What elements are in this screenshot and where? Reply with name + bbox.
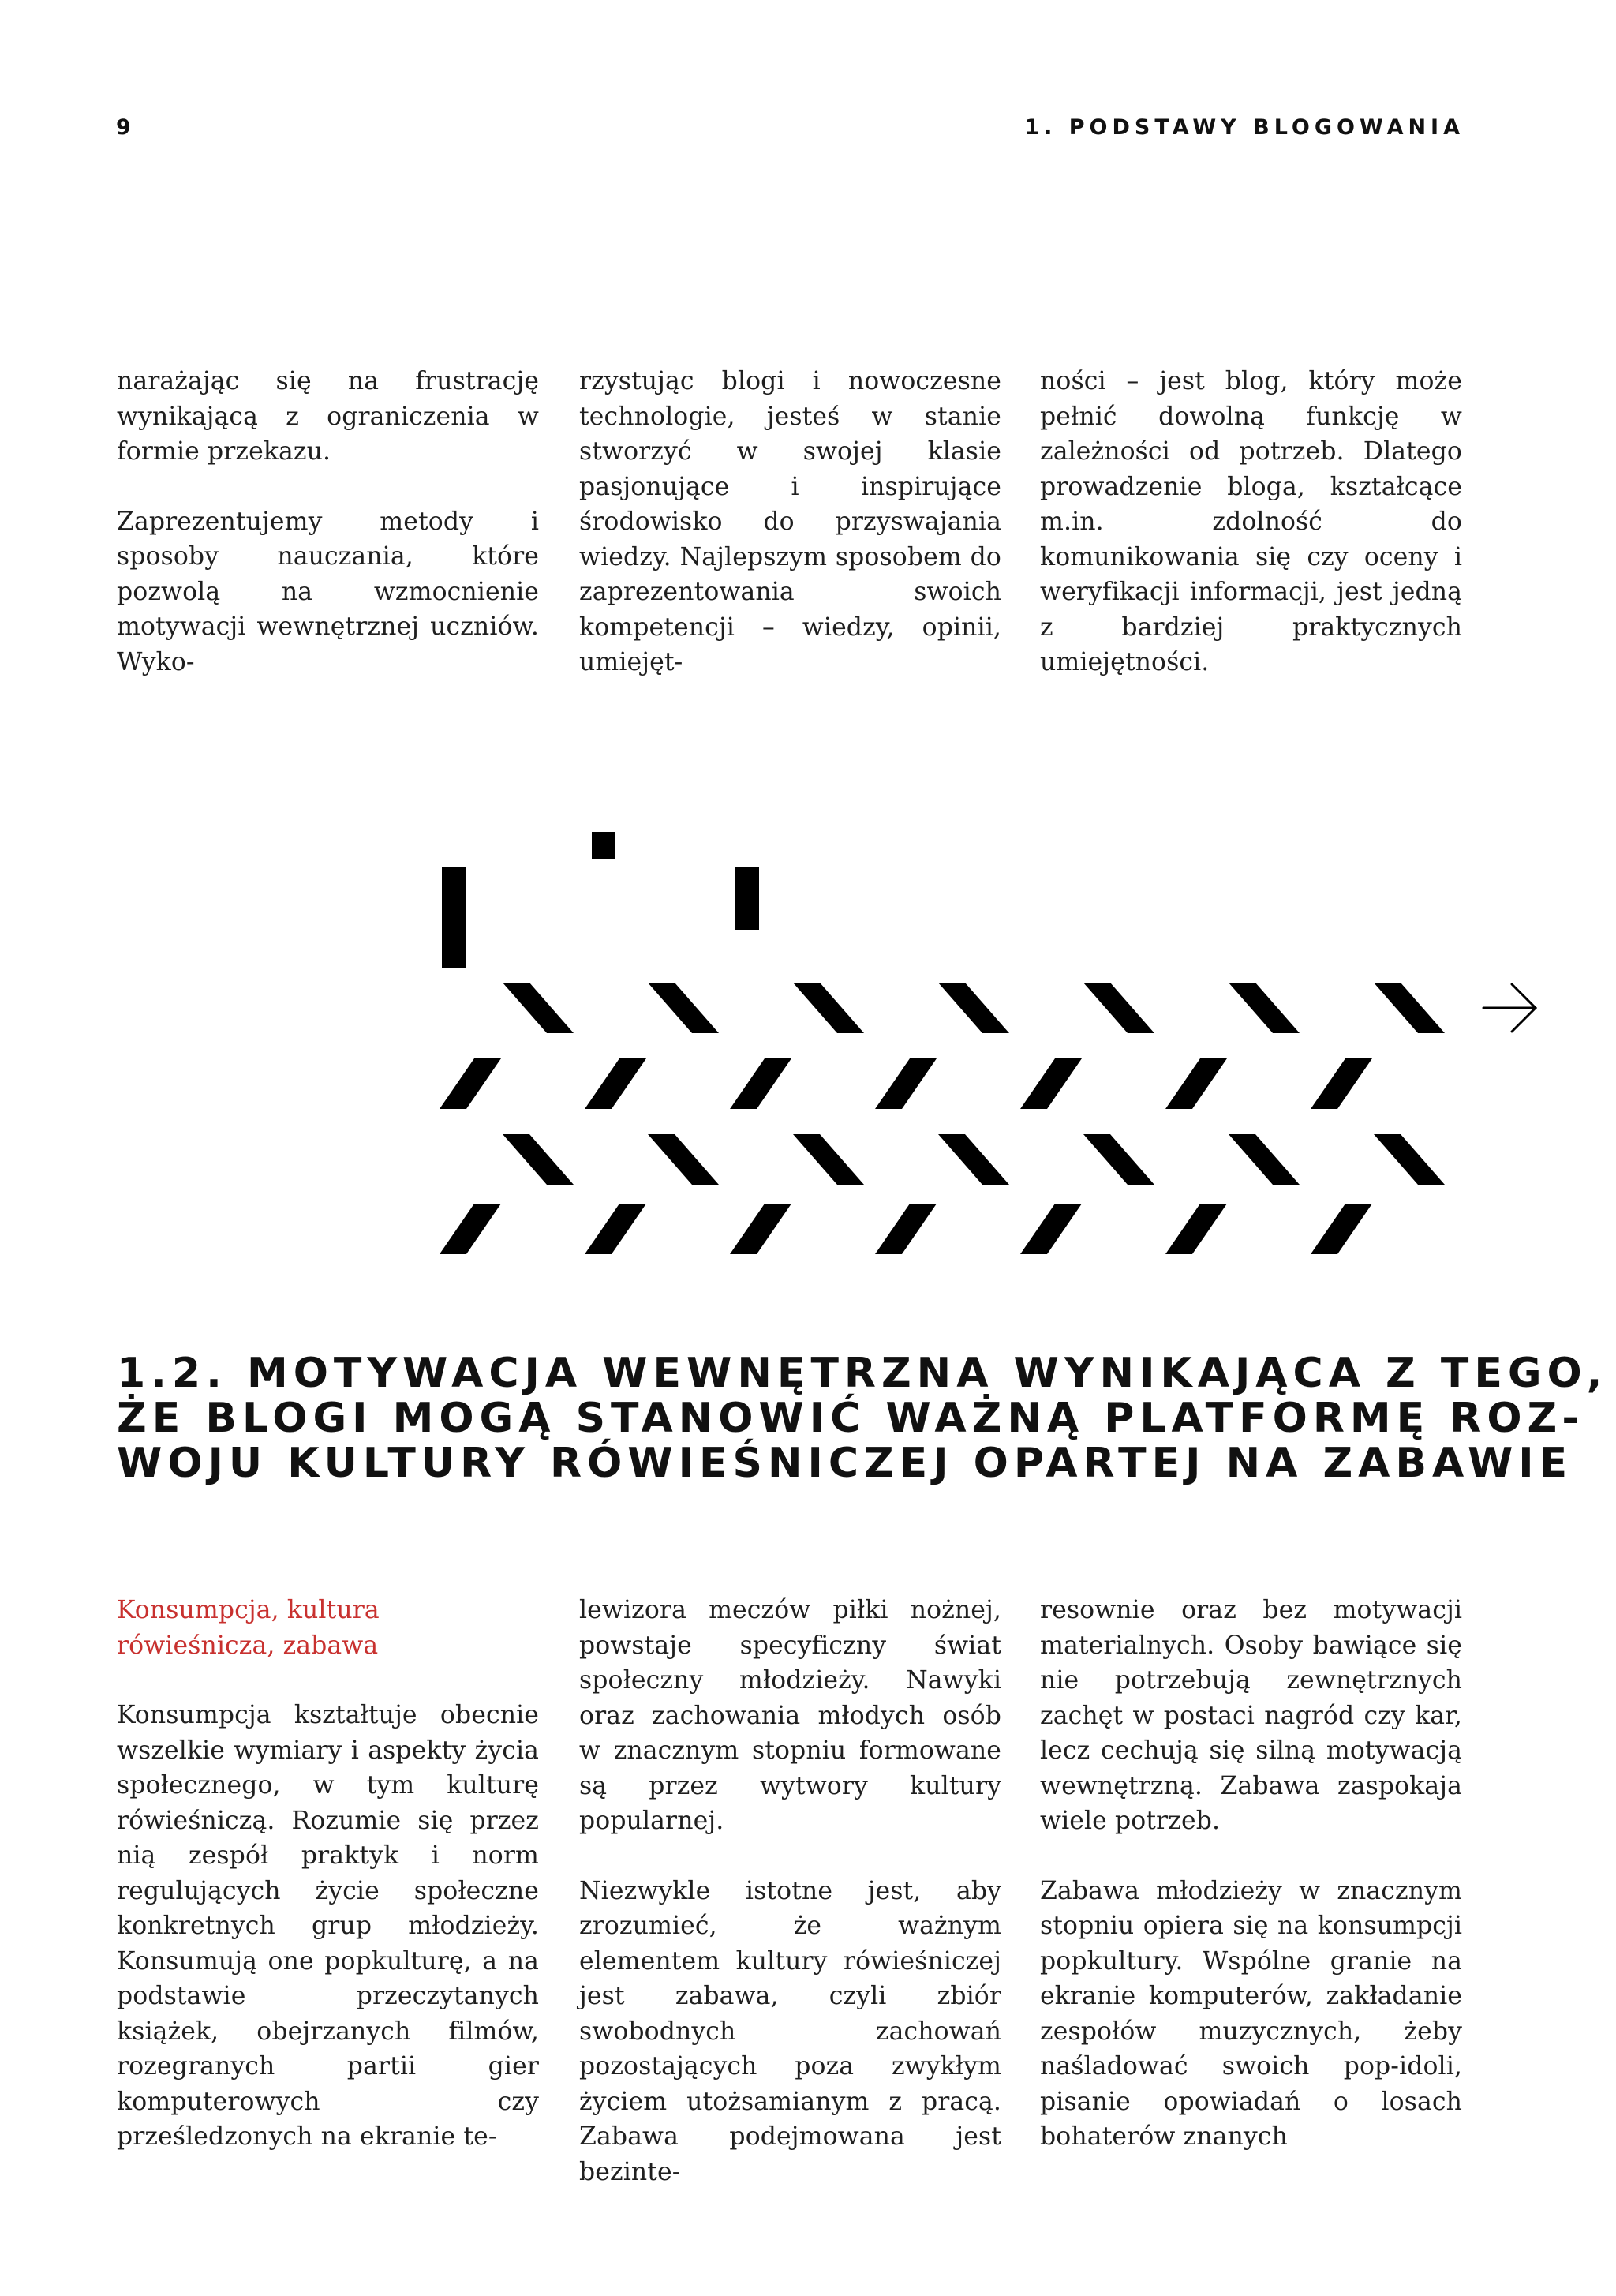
body-column-1	[117, 1593, 539, 2155]
paragraph: ności – jest blog, który może pełnić dowolną funkcję w zależności od potrzeb. Dlatego prowadzenie bloga, kształcące m.in. zdolność do komunikowania się czy oceny i weryfikacji informacji, jest jedną z bardziej praktycznych umiejętności.	[1040, 367, 1462, 676]
slash-mark	[875, 1058, 937, 1109]
slash-mark	[585, 1204, 646, 1254]
slash-mark	[735, 867, 759, 930]
slash-mark	[1165, 1204, 1227, 1254]
body-column-3	[1040, 1593, 1462, 2155]
arrow-right-icon	[1483, 984, 1536, 1032]
intro-column-1	[117, 364, 539, 680]
slash-mark	[1311, 1204, 1372, 1254]
slash-mark	[440, 1058, 501, 1109]
slash-mark	[1083, 983, 1154, 1033]
page-number: 9	[116, 115, 132, 140]
slash-mark	[730, 1204, 791, 1254]
slash-mark	[442, 867, 466, 968]
intro-column-3	[1040, 364, 1462, 680]
slash-mark	[938, 1134, 1009, 1185]
slash-mark	[503, 1134, 574, 1185]
intro-column-2	[579, 364, 1001, 680]
slash-mark	[875, 1204, 937, 1254]
slash-mark	[1020, 1204, 1082, 1254]
paragraph: Zaprezentujemy metody i sposoby nauczania, które pozwolą na wzmocnienie motywacji wewnętrznej uczniów. Wyko-	[117, 507, 539, 676]
slash-mark	[648, 1134, 719, 1185]
slash-mark	[1020, 1058, 1082, 1109]
slash-mark	[938, 983, 1009, 1033]
slash-mark	[1374, 983, 1445, 1033]
subheading: Konsumpcja, kultura rówieśnicza, zabawa	[117, 1596, 380, 1660]
section-heading-line: ŻE BLOGI MOGĄ STANOWIĆ WAŻNĄ PLATFORMĘ ROZ-	[117, 1395, 1584, 1442]
paragraph: narażając się na frustrację wynikającą z ograniczenia w formie przekazu.	[117, 367, 539, 466]
paragraph: Niezwykle istotne jest, aby zrozumieć, że ważnym elementem kultury rówieśniczej jest zabawa, czyli zbiór swobodnych zachowań pozostających poza zwykłym życiem utożsamianym z pracą. Zabawa podejmowana jest bezinte-	[579, 1876, 1001, 2186]
slash-mark	[503, 983, 574, 1033]
slash-mark	[1374, 1134, 1445, 1185]
slash-mark	[1165, 1058, 1227, 1109]
paragraph: Konsumpcja kształtuje obecnie wszelkie wymiary i aspekty życia społecznego, w tym kulturę rówieśniczą. Rozumie się przez nią zespół praktyk i norm regulujących życie społeczne konkretnych grup młodzieży. Konsumują one popkulturę, a na podstawie przeczytanych książek, obejrzanych filmów, rozegranych partii gier komputerowych czy prześledzonych na ekranie te-	[117, 1701, 539, 2151]
slash-mark	[1311, 1058, 1372, 1109]
slash-mark	[730, 1058, 791, 1109]
paragraph: lewizora meczów piłki nożnej, powstaje specyficzny świat społeczny młodzieży. Nawyki oraz zachowania młodych osób w znacznym stopniu formowane są przez wytwory kultury popularnej.	[579, 1596, 1001, 1835]
slash-mark	[1229, 1134, 1300, 1185]
slash-mark	[585, 1058, 646, 1109]
slash-mark	[592, 832, 615, 859]
section-heading	[117, 1350, 1608, 1487]
section-heading-line: WOJU KULTURY RÓWIEŚNICZEJ OPARTEJ NA ZABAWIE	[117, 1440, 1573, 1487]
paragraph: Zabawa młodzieży w znacznym stopniu opiera się na konsumpcji popkultury. Wspólne granie na ekranie komputerów, zakładanie zespołów muzycznych, żeby naśladować swoich pop-idoli, pisanie opowiadań o losach bohaterów znanych	[1040, 1876, 1462, 2151]
section-heading-line: 1.2. MOTYWACJA WEWNĘTRZNA WYNIKAJĄCA Z TEGO,	[117, 1350, 1608, 1397]
slash-mark	[440, 1204, 501, 1254]
running-header-chapter-title: 1. PODSTAWY BLOGOWANIA	[1024, 115, 1464, 140]
slash-mark	[793, 1134, 864, 1185]
decorative-slash-pattern	[426, 821, 1547, 1263]
slash-mark	[1083, 1134, 1154, 1185]
slash-mark	[1229, 983, 1300, 1033]
paragraph: resownie oraz bez motywacji materialnych. Osoby bawiące się nie potrzebują zewnętrznych zachęt w postaci nagród czy kar, lecz cechują się silną motywacją wewnętrzną. Zabawa zaspokaja wiele potrzeb.	[1040, 1596, 1462, 1835]
paragraph: rzystując blogi i nowoczesne technologie, jesteś w stanie stworzyć w swojej klasie pasjonujące i inspirujące środowisko do przyswajania wiedzy. Najlepszym sposobem do zaprezentowania swoich kompetencji – wiedzy, opinii, umiejęt-	[579, 367, 1001, 676]
body-column-2	[579, 1593, 1001, 2189]
slash-mark	[648, 983, 719, 1033]
slash-mark	[793, 983, 864, 1033]
